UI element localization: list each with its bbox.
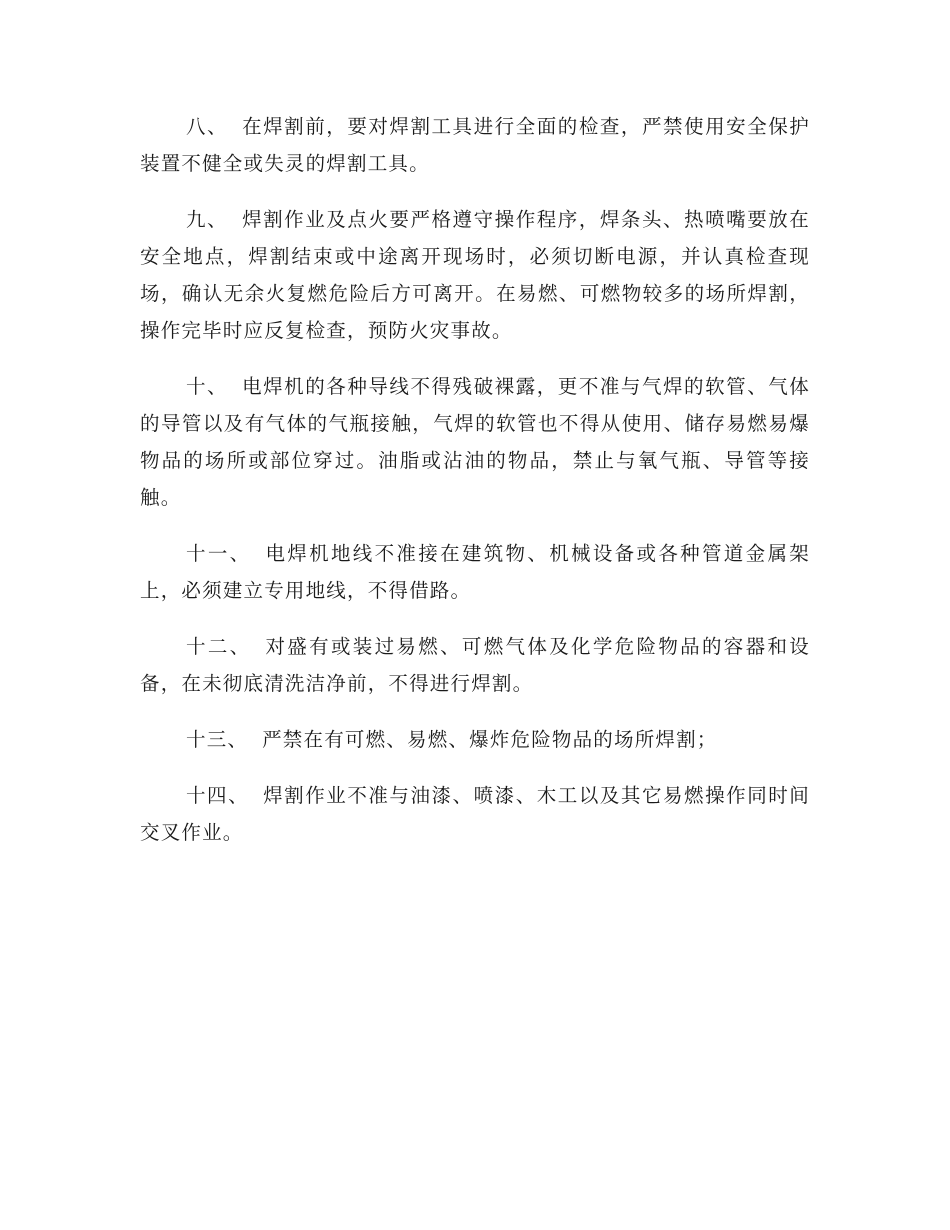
paragraph-number: 十四、 xyxy=(186,784,250,807)
paragraph-number: 十二、 xyxy=(186,635,252,658)
paragraph-14 xyxy=(140,777,810,851)
paragraph-10 xyxy=(140,368,810,516)
paragraph-text: 对盛有或装过易燃、可燃气体及化学危险物品的容器和设备，在未彻底清洗洁净前，不得进行焊割。 xyxy=(140,635,810,695)
paragraph-number: 九、 xyxy=(186,208,229,231)
paragraph-12 xyxy=(140,628,810,702)
paragraph-number: 十、 xyxy=(186,375,229,398)
paragraph-text: 焊割作业及点火要严格遵守操作程序，焊条头、热喷嘴要放在安全地点，焊割结束或中途离开现场时，必须切断电源，并认真检查现场，确认无余火复燃危险后方可离开。在易燃、可燃物较多的场所焊割，操作完毕时应反复检查，预防火灾事故。 xyxy=(140,208,810,342)
paragraph-number: 八、 xyxy=(186,115,229,138)
paragraph-text: 焊割作业不准与油漆、喷漆、木工以及其它易燃操作同时间交叉作业。 xyxy=(140,784,810,844)
paragraph-8 xyxy=(140,108,810,182)
paragraph-13 xyxy=(140,721,810,758)
paragraph-9 xyxy=(140,201,810,349)
paragraph-11 xyxy=(140,535,810,609)
paragraph-text: 在焊割前，要对焊割工具进行全面的检查，严禁使用安全保护装置不健全或失灵的焊割工具。 xyxy=(140,115,810,175)
paragraph-text: 电焊机的各种导线不得残破裸露，更不准与气焊的软管、气体的导管以及有气体的气瓶接触，气焊的软管也不得从使用、储存易燃易爆物品的场所或部位穿过。油脂或沾油的物品，禁止与氧气瓶、导管等接触。 xyxy=(140,375,810,509)
paragraph-text: 严禁在有可燃、易燃、爆炸危险物品的场所焊割； xyxy=(262,728,718,751)
document-body xyxy=(140,108,810,870)
paragraph-number: 十三、 xyxy=(186,728,249,751)
paragraph-number: 十一、 xyxy=(186,542,252,565)
paragraph-text: 电焊机地线不准接在建筑物、机械设备或各种管道金属架上，必须建立专用地线，不得借路。 xyxy=(140,542,810,602)
